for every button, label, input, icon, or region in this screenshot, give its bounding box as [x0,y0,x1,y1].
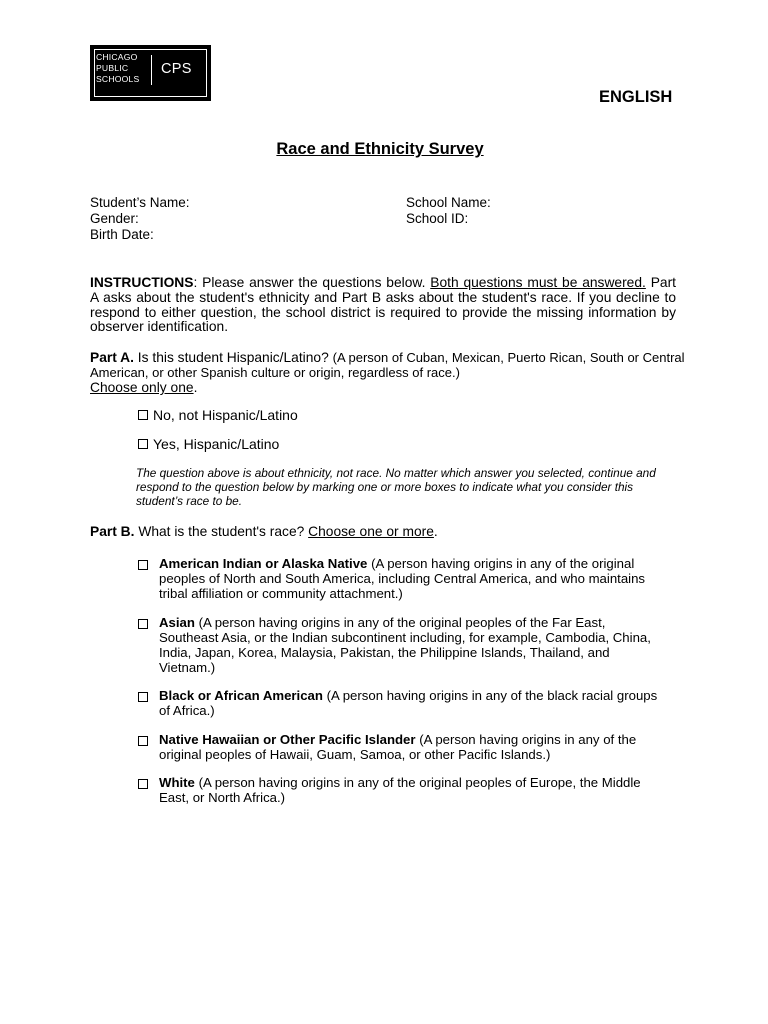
option-not-hispanic-label: No, not Hispanic/Latino [153,407,298,423]
race-option-white[interactable] [138,775,668,805]
logo-line-2: PUBLIC [96,63,129,73]
language-label: ENGLISH [599,88,673,106]
race-option-american-indian[interactable] [138,556,668,601]
checkbox-icon[interactable] [138,619,148,629]
logo-abbr: CPS [161,61,192,77]
checkbox-icon[interactable] [138,410,148,420]
logo-divider [151,55,152,85]
option-hispanic-label: Yes, Hispanic/Latino [153,436,280,452]
cps-logo [90,45,211,101]
logo-line-1: CHICAGO [96,52,138,62]
part-a-question-text: Is this student Hispanic/Latino? [133,350,333,365]
instructions [90,276,676,335]
student-name-label: Student’s Name: [90,195,190,210]
school-id-label: School ID: [406,211,469,226]
race-option-name: American Indian or Alaska Native [159,556,368,571]
race-option-name: Black or African American [159,688,323,703]
instructions-label: INSTRUCTIONS [90,275,194,290]
part-a-label: Part A. [90,350,134,365]
race-option-asian[interactable] [138,615,668,675]
race-option-desc: (A person having origins in any of the original peoples of Hawaii, Guam, Samoa, or other Pacific Islands.) [159,732,637,762]
race-option-desc: (A person having origins in any of the black racial groups of Africa.) [159,688,658,718]
instructions-text-2: Part A asks about the student's ethnicity and Part B asks about the student's race. If you decline to respond to either question, the school district is required to provide the missing information by observer identification. [90,275,676,335]
race-option-pacific-islander[interactable] [138,732,668,762]
instructions-text-1: : Please answer the questions below. [193,275,431,290]
birth-date-label: Birth Date: [90,227,154,242]
part-b-question-text: What is the student's race? [134,524,309,539]
part-b-question: Part B. What is the student's race? Choose one or more. [90,524,438,539]
part-a-choose: Choose only one [90,380,194,395]
page-title [0,140,760,159]
checkbox-icon[interactable] [138,439,148,449]
checkbox-icon[interactable] [138,560,148,570]
race-option-desc: (A person having origins in any of the original peoples of the Far East, Southeast Asia, or the Indian subcontinent including, for example, Cambodia, China, India, Japan, Korea, Malaysia, Pakistan, the Philippine Islands, Thailand, and Vietnam.) [159,615,651,675]
option-hispanic[interactable] [138,436,279,452]
title-text: Race and Ethnicity Survey [276,140,484,158]
checkbox-icon[interactable] [138,736,148,746]
checkbox-icon[interactable] [138,779,148,789]
race-option-name: Asian [159,615,195,630]
checkbox-icon[interactable] [138,692,148,702]
race-option-black[interactable] [138,688,668,718]
race-option-desc: (A person having origins in any of the original peoples of North and South America, including Central America, and who maintains tribal affiliation or community attachment.) [159,556,646,601]
race-option-desc: (A person having origins in any of the original peoples of Europe, the Middle East, or North Africa.) [159,775,641,805]
option-not-hispanic[interactable] [138,407,298,423]
ethnicity-note: The question above is about ethnicity, not race. No matter which answer you selected, continue and respond to the question below by marking one or more boxes to indicate what you consider this student’s race to be. [136,466,656,508]
race-option-name: Native Hawaiian or Other Pacific Islander [159,732,416,747]
logo-line-3: SCHOOLS [96,74,140,84]
logo-wordmark [96,52,139,85]
race-option-name: White [159,775,195,790]
part-a-question: Part A. Is this student Hispanic/Latino? (A person of Cuban, Mexican, Puerto Rican, South or Central American, or other Spanish culture or origin, regardless of race.) Choose only one. [90,350,685,395]
part-b-choose: Choose one or more [308,524,434,539]
instructions-underlined: Both questions must be answered. [430,275,646,290]
gender-label: Gender: [90,211,139,226]
part-a-detail: (A person of Cuban, Mexican, Puerto Rican, South or Central American, or other Spanish culture or origin, regardless of race.) [90,350,685,380]
school-name-label: School Name: [406,195,491,210]
part-b-label: Part B. [90,524,135,539]
